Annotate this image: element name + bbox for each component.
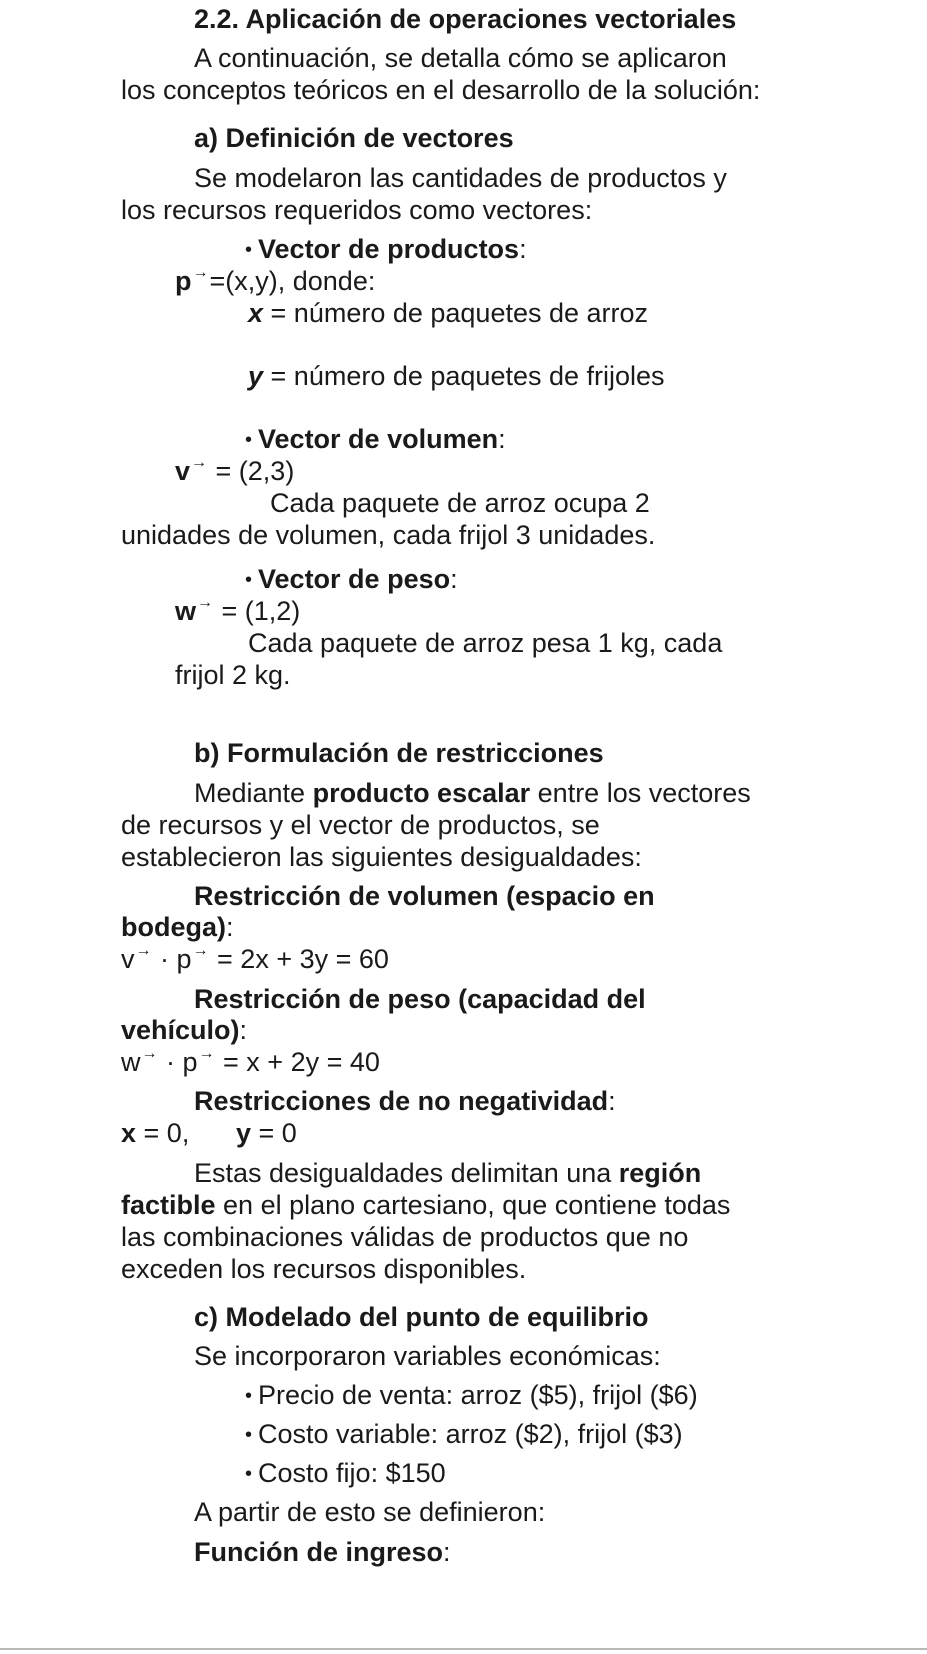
vector-arrow-icon: → (191, 454, 208, 471)
part-b-heading: b) Formulación de restricciones (194, 738, 604, 768)
list-item: • Precio de venta: arroz ($5), frijol ($6) (245, 1380, 698, 1410)
part-c-heading: c) Modelado del punto de equilibrio (194, 1302, 649, 1332)
nonneg-y-condition: y = 0 (236, 1118, 297, 1148)
list-item: • Costo variable: arroz ($2), frijol ($3) (245, 1419, 683, 1449)
section-intro-line2: los conceptos teóricos en el desarrollo de la solución: (121, 75, 761, 105)
part-a-intro-line2: los recursos requeridos como vectores: (121, 195, 593, 225)
section-intro-line1: A continuación, se detalla cómo se aplicaron (194, 43, 727, 73)
bullet-icon: • (245, 1385, 253, 1407)
volume-note-line1: Cada paquete de arroz ocupa 2 (270, 488, 650, 518)
volume-vector-definition: v→ = (2,3) (175, 454, 295, 486)
weight-restriction-equation: w→ · p→ = x + 2y = 40 (121, 1045, 380, 1077)
bullet-vector-volumen: • Vector de volumen: (245, 424, 506, 454)
volume-restriction-title-line1: Restricción de volumen (espacio en (194, 881, 655, 911)
bullet-vector-productos: • Vector de productos: (245, 234, 527, 264)
vector-arrow-icon: → (135, 942, 152, 959)
weight-restriction-title-line2: vehículo): (121, 1015, 248, 1045)
part-a-intro-line1: Se modelaron las cantidades de productos y (194, 163, 727, 193)
weight-note-line2: frijol 2 kg. (175, 660, 291, 690)
summary-line3: las combinaciones válidas de productos que no (121, 1222, 689, 1252)
part-b-intro-line1: Mediante producto escalar entre los vectores (194, 778, 751, 808)
products-y-description: y = número de paquetes de frijoles (248, 361, 665, 391)
vector-arrow-icon: → (197, 594, 214, 611)
vector-arrow-icon: → (198, 1045, 215, 1062)
revenue-function-label: Función de ingreso: (194, 1537, 451, 1567)
part-c-followup: A partir de esto se definieron: (194, 1497, 546, 1527)
summary-line4: exceden los recursos disponibles. (121, 1254, 527, 1284)
bullet-icon: • (245, 1463, 253, 1485)
bullet-icon: • (245, 239, 253, 261)
weight-restriction-title-line1: Restricción de peso (capacidad del (194, 984, 646, 1014)
bullet-icon: • (245, 569, 253, 591)
nonneg-x-condition: x = 0, (121, 1118, 190, 1148)
volume-note-line2: unidades de volumen, cada frijol 3 unidades. (121, 520, 656, 550)
weight-vector-definition: w→ = (1,2) (175, 594, 301, 626)
vector-arrow-icon: → (192, 264, 209, 281)
page-bottom-edge (0, 1648, 927, 1650)
section-heading: 2.2. Aplicación de operaciones vectoriales (194, 4, 737, 34)
bullet-icon: • (245, 1424, 253, 1446)
weight-note-line1: Cada paquete de arroz pesa 1 kg, cada (248, 628, 723, 658)
part-b-intro-line2: de recursos y el vector de productos, se (121, 810, 600, 840)
products-x-description: x = número de paquetes de arroz (248, 298, 649, 328)
vector-arrow-icon: → (192, 942, 209, 959)
nonneg-restriction-title: Restricciones de no negatividad: (194, 1086, 616, 1116)
summary-line1: Estas desigualdades delimitan una región (194, 1158, 702, 1188)
bullet-icon: • (245, 429, 253, 451)
bullet-vector-peso: • Vector de peso: (245, 564, 458, 594)
volume-restriction-title-line2: bodega): (121, 912, 234, 942)
part-c-intro: Se incorporaron variables económicas: (194, 1341, 661, 1371)
list-item: • Costo fijo: $150 (245, 1458, 446, 1488)
summary-line2: factible en el plano cartesiano, que contiene todas (121, 1190, 731, 1220)
part-b-intro-line3: establecieron las siguientes desigualdades: (121, 842, 642, 872)
part-a-heading: a) Definición de vectores (194, 123, 514, 153)
products-vector-definition: p→=(x,y), donde: (175, 264, 376, 296)
volume-restriction-equation: v→ · p→ = 2x + 3y = 60 (121, 942, 389, 974)
vector-arrow-icon: → (141, 1045, 158, 1062)
